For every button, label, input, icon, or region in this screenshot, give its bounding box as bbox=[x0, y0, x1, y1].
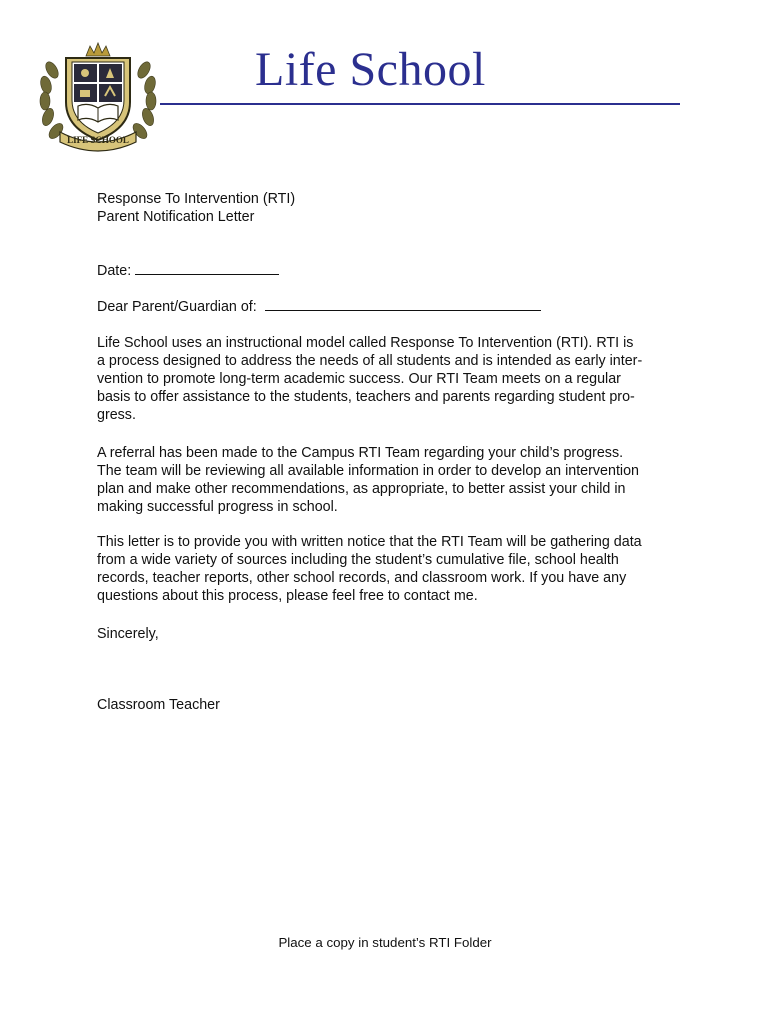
salutation-field bbox=[97, 296, 541, 316]
footer-note: Place a copy in student’s RTI Folder bbox=[278, 935, 492, 950]
paragraph-line: This letter is to provide you with written notice that the RTI Team will be gathering data bbox=[97, 534, 642, 550]
school-name-title: Life School bbox=[255, 43, 486, 96]
paragraph-line: a process designed to address the needs of all students and is intended as early inter- bbox=[97, 353, 643, 369]
school-crest-logo bbox=[38, 40, 158, 154]
paragraph-line: gress. bbox=[97, 407, 136, 423]
letter-heading-line2: Parent Notification Letter bbox=[97, 209, 255, 225]
date-field bbox=[97, 260, 279, 280]
paragraph-line: The team will be reviewing all available information in order to develop an intervention bbox=[97, 463, 639, 479]
closing: Sincerely, bbox=[97, 626, 159, 642]
svg-text:LIFE SCHOOL: LIFE SCHOOL bbox=[67, 135, 129, 145]
paragraph-line: plan and make other recommendations, as appropriate, to better assist your child in bbox=[97, 481, 626, 497]
letter-heading-line1: Response To Intervention (RTI) bbox=[97, 191, 296, 207]
paragraph-line: basis to offer assistance to the students, teachers and parents regarding student pro- bbox=[97, 389, 635, 405]
paragraph-line: making successful progress in school. bbox=[97, 499, 338, 515]
salutation-label: Dear Parent/Guardian of: bbox=[97, 299, 257, 315]
paragraph-line: A referral has been made to the Campus RTI Team regarding your child’s progress. bbox=[97, 445, 624, 461]
paragraph-rti-overview bbox=[97, 334, 677, 424]
student-name-blank-line bbox=[265, 296, 541, 311]
paragraph-line: records, teacher reports, other school records, and classroom work. If you have any bbox=[97, 570, 627, 586]
paragraph-line: questions about this process, please feel free to contact me. bbox=[97, 588, 478, 604]
paragraph-line: vention to promote long-term academic success. Our RTI Team meets on a regular bbox=[97, 371, 621, 387]
paragraph-line: Life School uses an instructional model called Response To Intervention (RTI). RTI is bbox=[97, 335, 634, 351]
date-label: Date: bbox=[97, 263, 132, 279]
date-blank-line bbox=[135, 260, 279, 275]
paragraph-referral bbox=[97, 444, 677, 516]
signature-title: Classroom Teacher bbox=[97, 697, 220, 713]
paragraph-line: from a wide variety of sources including the student’s cumulative file, school health bbox=[97, 552, 619, 568]
paragraph-written-notice bbox=[97, 533, 677, 605]
title-underline-divider bbox=[160, 103, 680, 105]
